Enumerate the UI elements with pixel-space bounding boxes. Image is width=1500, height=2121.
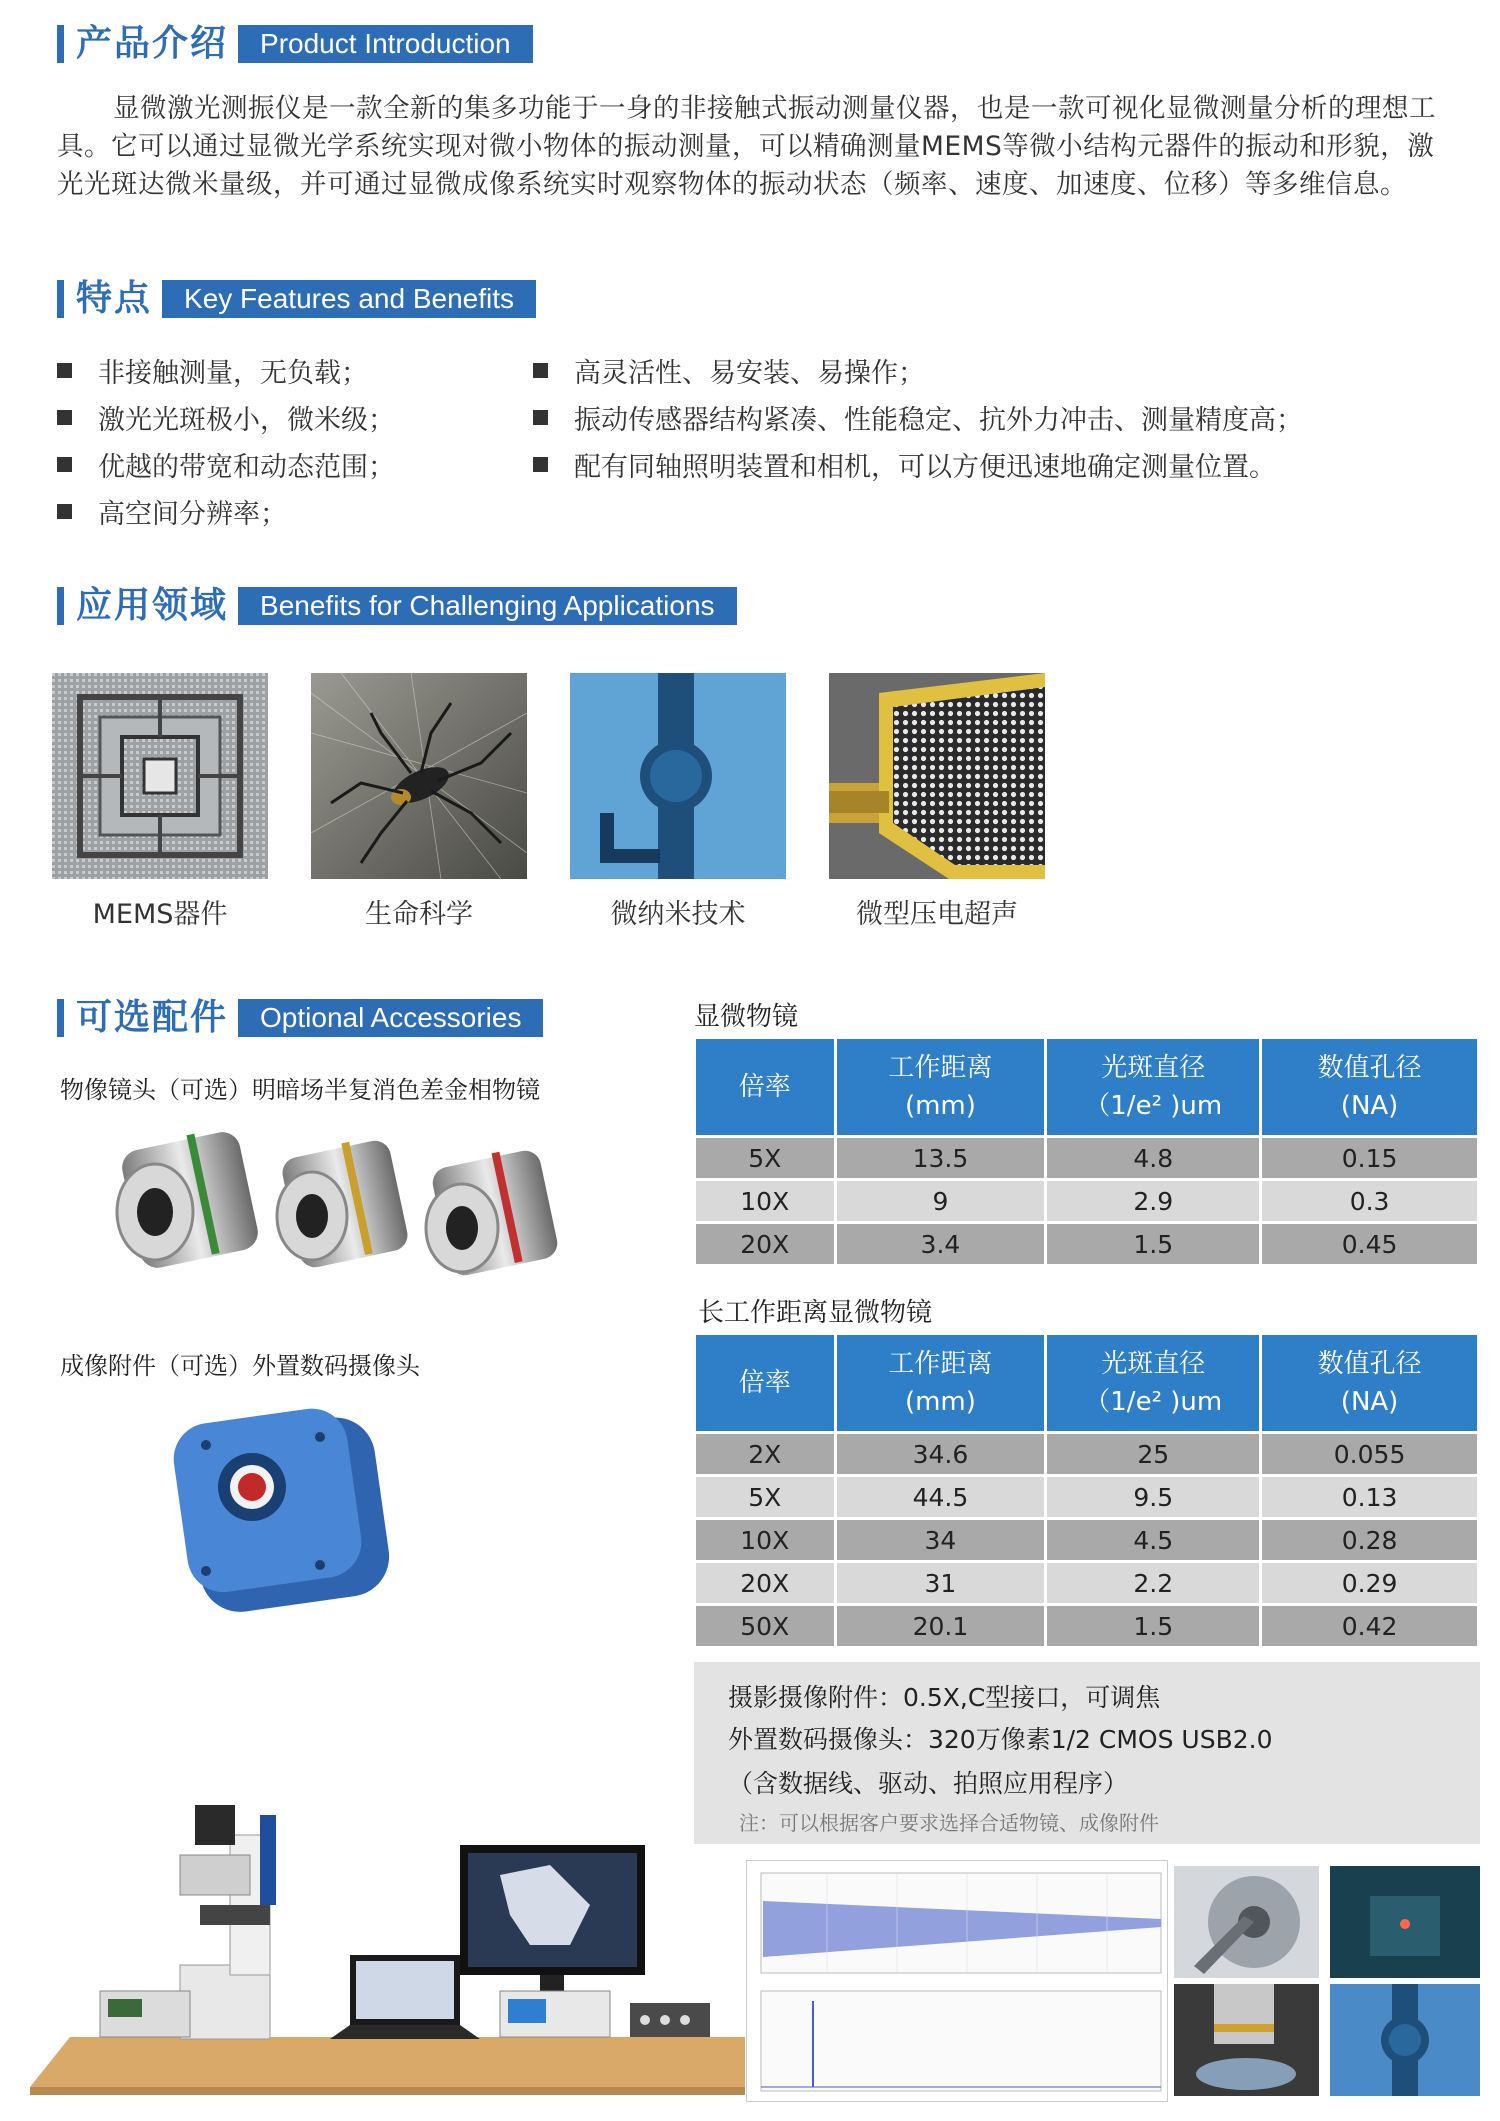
column-header: 数值孔径 (NA) <box>1262 1335 1477 1431</box>
column-header: 倍率 <box>696 1335 834 1431</box>
table-cell: 3.4 <box>837 1224 1045 1264</box>
section-bar <box>57 25 64 63</box>
table-cell: 31 <box>837 1563 1045 1603</box>
feature-item: 激光光斑极小，微米级； <box>57 397 395 437</box>
system-setup-image <box>30 1795 745 2095</box>
table-row <box>696 1520 1477 1560</box>
table-cell: 25 <box>1047 1434 1259 1474</box>
note-line: 摄影摄像附件：0.5X,C型接口，可调焦 <box>728 1683 1161 1712</box>
camera-title: 成像附件（可选）外置数码摄像头 <box>60 1352 420 1380</box>
table-row <box>696 1138 1477 1178</box>
objective-spec-table <box>693 1036 1480 1267</box>
table-cell: 2.9 <box>1047 1181 1259 1221</box>
table-cell: 0.055 <box>1262 1434 1477 1474</box>
waveform-screenshot <box>746 1860 1168 2102</box>
note-footnote: 注：可以根据客户要求选择合适物镜、成像附件 <box>739 1811 1159 1835</box>
micro-structure-image <box>570 673 786 879</box>
column-header: 工作距离 (mm) <box>837 1039 1045 1135</box>
bullet-square-icon <box>57 457 72 472</box>
table-cell: 0.45 <box>1262 1224 1477 1264</box>
table-header-row <box>696 1039 1477 1135</box>
table-caption: 长工作距离显微物镜 <box>698 1298 933 1328</box>
objective-lens-image <box>100 1120 580 1310</box>
section-title-zh: 特点 <box>76 278 153 319</box>
feature-item: 优越的带宽和动态范围； <box>57 444 395 484</box>
table-cell: 0.15 <box>1262 1138 1477 1178</box>
table-cell: 20X <box>696 1563 834 1603</box>
column-header: 数值孔径 (NA) <box>1262 1039 1477 1135</box>
application-label: 微型压电超声 <box>856 899 1018 930</box>
section-header-intro <box>57 24 533 64</box>
feature-item: 非接触测量，无负载； <box>57 350 368 390</box>
bullet-square-icon <box>57 363 72 378</box>
bullet-square-icon <box>533 363 548 378</box>
column-header: 光斑直径 （1/e² )um <box>1047 1039 1259 1135</box>
mems-chip-image <box>52 673 268 879</box>
section-title-zh: 产品介绍 <box>76 23 229 64</box>
section-header-applications <box>57 586 737 626</box>
feature-item: 高灵活性、易安装、易操作； <box>533 350 925 390</box>
table-row <box>696 1477 1477 1517</box>
table-row <box>696 1606 1477 1646</box>
bullet-square-icon <box>57 504 72 519</box>
table-cell: 2X <box>696 1434 834 1474</box>
application-label: 微纳米技术 <box>610 899 746 930</box>
hard-disk-image <box>1174 1866 1319 1978</box>
table-cell: 1.5 <box>1047 1606 1259 1646</box>
feature-item: 高空间分辨率； <box>57 491 287 531</box>
micro-blue-image <box>1330 1984 1480 2096</box>
bullet-square-icon <box>57 410 72 425</box>
intro-paragraph: 显微激光测振仪是一款全新的集多功能于一身的非接触式振动测量仪器，也是一款可视化显微测量分析的理想工具。它可以通过显微光学系统实现对微小物体的振动测量，可以精确测量MEMS等微小结构元器件的振动和形貌，激光光斑达微米量级，并可通过显微成像系统实时观察物体的振动状态（频率、速度、加速度、位移）等多维信息。 <box>57 93 1436 200</box>
table-cell: 0.29 <box>1262 1563 1477 1603</box>
table-cell: 0.3 <box>1262 1181 1477 1221</box>
table-cell: 20X <box>696 1224 834 1264</box>
table-cell: 0.28 <box>1262 1520 1477 1560</box>
table-cell: 5X <box>696 1138 834 1178</box>
section-title-zh: 应用领域 <box>76 585 229 626</box>
column-header: 光斑直径 （1/e² )um <box>1047 1335 1259 1431</box>
table-caption: 显微物镜 <box>694 1002 799 1032</box>
table-header-row <box>696 1335 1477 1431</box>
bullet-square-icon <box>533 410 548 425</box>
table-cell: 5X <box>696 1477 834 1517</box>
column-header: 倍率 <box>696 1039 834 1135</box>
table-cell: 1.5 <box>1047 1224 1259 1264</box>
table-cell: 50X <box>696 1606 834 1646</box>
table-cell: 0.13 <box>1262 1477 1477 1517</box>
table-cell: 4.5 <box>1047 1520 1259 1560</box>
piezo-ultrasound-image <box>829 673 1045 879</box>
table-row <box>696 1224 1477 1264</box>
feature-item: 振动传感器结构紧凑、性能稳定、抗外力冲击、测量精度高； <box>533 397 1303 437</box>
note-line: 外置数码摄像头：320万像素1/2 CMOS USB2.0 <box>728 1725 1273 1754</box>
table-cell: 44.5 <box>837 1477 1045 1517</box>
micro-sample-image <box>1330 1866 1480 1978</box>
table-cell: 2.2 <box>1047 1563 1259 1603</box>
digital-camera-image <box>170 1395 400 1625</box>
table-row <box>696 1563 1477 1603</box>
table-cell: 20.1 <box>837 1606 1045 1646</box>
section-bar <box>57 280 64 318</box>
section-bar <box>57 587 64 625</box>
bullet-square-icon <box>533 457 548 472</box>
table-row <box>696 1181 1477 1221</box>
table-row <box>696 1434 1477 1474</box>
table-cell: 13.5 <box>837 1138 1045 1178</box>
application-label: MEMS器件 <box>92 899 228 930</box>
accessory-notes-box <box>694 1662 1480 1844</box>
section-bar <box>57 999 64 1037</box>
long-distance-spec-table <box>693 1332 1480 1649</box>
table-cell: 10X <box>696 1520 834 1560</box>
objective-closeup-image <box>1174 1984 1319 2096</box>
section-title-zh: 可选配件 <box>76 997 229 1038</box>
table-cell: 9 <box>837 1181 1045 1221</box>
table-cell: 9.5 <box>1047 1477 1259 1517</box>
note-line: （含数据线、驱动、拍照应用程序） <box>728 1769 1129 1798</box>
column-header: 工作距离 (mm) <box>837 1335 1045 1431</box>
spider-image <box>311 673 527 879</box>
table-cell: 34 <box>837 1520 1045 1560</box>
application-label: 生命科学 <box>365 899 473 930</box>
table-cell: 4.8 <box>1047 1138 1259 1178</box>
section-header-accessories <box>57 998 543 1038</box>
feature-item: 配有同轴照明装置和相机，可以方便迅速地确定测量位置。 <box>533 444 1276 484</box>
table-cell: 34.6 <box>837 1434 1045 1474</box>
section-title-en: Benefits for Challenging Applications <box>238 587 737 625</box>
objective-lens-title: 物像镜头（可选）明暗场半复消色差金相物镜 <box>60 1076 540 1104</box>
section-header-features <box>57 279 536 319</box>
table-cell: 10X <box>696 1181 834 1221</box>
section-title-en: Product Introduction <box>238 25 533 63</box>
section-title-en: Optional Accessories <box>238 999 543 1037</box>
table-cell: 0.42 <box>1262 1606 1477 1646</box>
section-title-en: Key Features and Benefits <box>162 280 536 318</box>
